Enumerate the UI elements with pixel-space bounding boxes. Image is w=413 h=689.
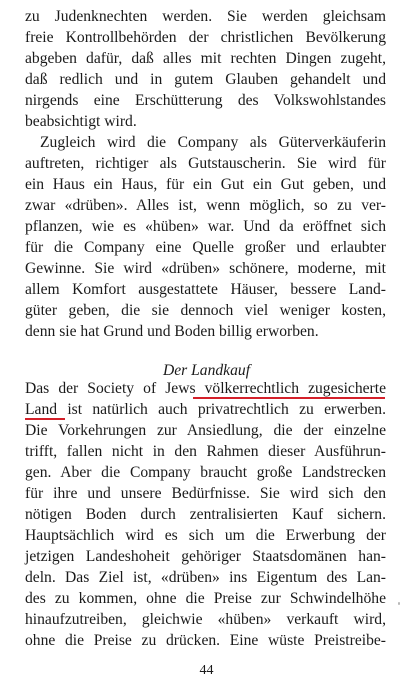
body-text-line: freie Kontrollbehörden der christlichen Bevölkerung: [25, 29, 386, 46]
body-text-line: zwar «drüben». Alles ist, wenn möglich, so zu ver-: [25, 197, 386, 214]
body-text-line: des zu kommen, ohne die Preise zur Schwindelhöhe: [25, 590, 386, 607]
body-text-line: ein Haus ein Haus, für ein Gut ein Gut geben, und: [25, 176, 386, 193]
body-text-line: Das der Society of Jews völkerrechtlich zugesicherte: [25, 380, 386, 397]
body-text-line: Zugleich wird die Company als Güterverkäuferin: [40, 134, 386, 151]
body-text-line: güter geben, die sie dennoch viel weniger kosten,: [25, 302, 386, 319]
body-text-line: zu Judenknechten werden. Sie werden gleichsam: [25, 8, 386, 25]
body-text-line: gen. Aber die Company braucht große Landstrecken: [25, 464, 386, 481]
body-text-line: Hauptsächlich wird es sich um die Erwerbung der: [25, 527, 386, 544]
body-text-line: abgeben dafür, daß alles mit rechten Dingen zugeht,: [25, 50, 386, 67]
red-underline-annotation: [193, 397, 385, 399]
body-text-line: allem Komfort ausgestattete Häuser, bessere Land-: [25, 281, 386, 298]
body-text-line: pflanzen, wie es «hüben» war. Und da eröffnet sich: [25, 218, 386, 235]
body-text-line: ohne die Preise zu drücken. Eine wüste Preistreibe-: [25, 632, 386, 649]
body-text-line: für ihre und unsere Bedürfnisse. Sie wird sich den: [25, 485, 386, 502]
body-text-line: hinaufzutreiben, gleichwie «hüben» verkauft wird,: [25, 611, 386, 628]
body-text-line: Land ist natürlich auch privatrechtlich zu erwerben.: [25, 401, 386, 418]
body-text-line: denn sie hat Grund und Boden billig erworben.: [25, 323, 319, 340]
body-text-line: für die Company eine Quelle großer und erlaubter: [25, 239, 386, 256]
body-text-line: daß redlich und in gutem Glauben gehandelt und: [25, 71, 386, 88]
margin-speck: [398, 602, 400, 605]
red-underline-annotation: [25, 418, 65, 420]
body-text-line: jetzigen Landeshoheit gehöriger Staatsdomänen han-: [25, 548, 386, 565]
body-text-line: deln. Das Ziel ist, «drüben» ins Eigentum des Lan-: [25, 569, 386, 586]
body-text-line: auftreten, richtiger als Gutstauscherin. Sie wird für: [25, 155, 386, 172]
page-number: 44: [199, 663, 214, 678]
body-text-line: beabsichtigt wird.: [25, 113, 137, 130]
section-heading: Der Landkauf: [162, 362, 251, 379]
body-text-line: nirgends eine Erschütterung des Volkswohlstandes: [25, 92, 386, 109]
body-text-line: Gewinne. Sie wird «drüben» schönere, moderne, mit: [25, 260, 386, 277]
body-text-line: trifft, fallen nicht in den Rahmen dieser Ausführun-: [25, 443, 386, 460]
body-text-line: Die Vorkehrungen zur Ansiedlung, die der einzelne: [25, 422, 386, 439]
body-text-line: nötigen Boden durch zentralisierten Kauf sichern.: [25, 506, 386, 523]
